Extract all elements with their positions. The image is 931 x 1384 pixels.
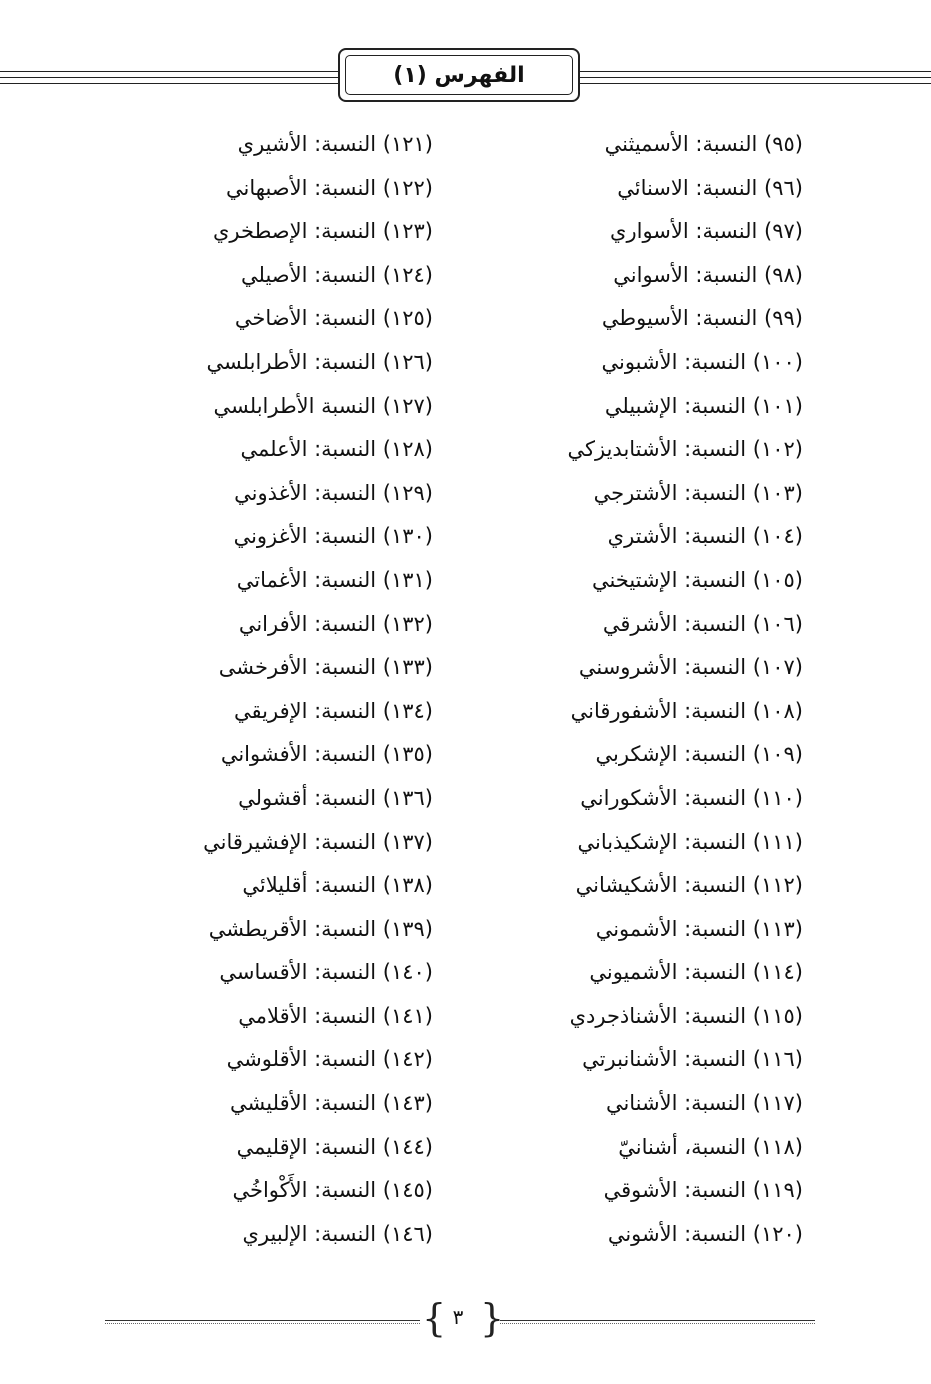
index-entry: (١٢٣) النسبة: الإصطخري	[212, 219, 433, 244]
index-entry: (١٢٨) النسبة: الأعلمي	[240, 437, 433, 462]
index-entry: (١٣٥) النسبة: الأفشواني	[220, 742, 433, 767]
index-entry: (١٢٩) النسبة: الأغذوني	[234, 480, 433, 505]
index-entry: (١٣٩) النسبة: الأقريطشي	[208, 916, 433, 941]
header-rule	[580, 77, 931, 78]
index-entry: (١٠١) النسبة: الإشبيلي	[604, 393, 803, 418]
index-entry: (١٣٦) النسبة: أقشولي	[238, 785, 433, 810]
index-entry: (٩٩) النسبة: الأسيوطي	[601, 306, 803, 331]
page-number-brace-close: }	[480, 1296, 505, 1340]
footer-rule	[500, 1320, 815, 1321]
index-entry: (١١٠) النسبة: الأشكوراني	[580, 785, 803, 810]
index-entry: (١٣٤) النسبة: الإفريقي	[234, 698, 433, 723]
index-entry: (١٣٢) النسبة: الأفراني	[238, 611, 433, 636]
index-entry: (١١٧) النسبة: الأشناني	[605, 1091, 803, 1116]
index-entry: (١٤٢) النسبة: الأقلوشي	[226, 1047, 433, 1072]
page-number-brace-open: {	[422, 1296, 447, 1340]
index-entry: (١٤٠) النسبة: الأقساسي	[219, 960, 433, 985]
header-rule	[0, 83, 342, 84]
footer-rule	[105, 1320, 420, 1321]
title-frame	[338, 48, 580, 102]
index-entry: (٩٧) النسبة: الأسواري	[610, 219, 803, 244]
index-entry: (١٢٢) النسبة: الأصبهاني	[226, 175, 433, 200]
index-entry: (١١٣) النسبة: الأشموني	[595, 916, 803, 941]
header-rule	[580, 83, 931, 84]
index-entry: (١١١) النسبة: الإشكيذباني	[577, 829, 803, 854]
index-entry: (١٢٦) النسبة: الأطرابلسي	[206, 349, 433, 374]
index-entry: (١٢١) النسبة: الأشيري	[237, 132, 433, 156]
page-title: الفهرس (١)	[345, 55, 573, 95]
index-entry: (١١٢) النسبة: الأشكيشاني	[575, 873, 803, 898]
index-entry: (١٠٢) النسبة: الأشتابديزكي	[567, 437, 803, 462]
index-entry: (١١٥) النسبة: الأشناذجردي	[569, 1003, 803, 1028]
index-entry: (١٢٥) النسبة: الأضاخي	[234, 306, 433, 331]
index-entry: (١٠٣) النسبة: الأشترجي	[593, 480, 803, 505]
index-column-right	[423, 123, 803, 1256]
index-column-left	[103, 123, 433, 1256]
index-entry: (١٣٠) النسبة: الأغزوني	[233, 524, 433, 549]
index-entry: (١٠٥) النسبة: الإشتيخني	[591, 567, 803, 592]
index-entry: (٩٨) النسبة: الأسواني	[613, 262, 803, 287]
index-entry: (١٣١) النسبة: الأغماتي	[236, 567, 433, 592]
index-entry: (١٤٣) النسبة: الأقليشي	[230, 1091, 433, 1116]
index-entry: (١١٤) النسبة: الأشميوني	[589, 960, 803, 985]
index-entry: (١٤٦) النسبة: الإلبيري	[242, 1221, 433, 1246]
index-entry: (١٢٠) النسبة: الأشوني	[607, 1221, 803, 1246]
index-entry: (١٠٨) النسبة: الأشفورقاني	[570, 698, 803, 723]
index-entry: (١١٨) النسبة، أشنانيّ	[618, 1134, 803, 1159]
index-entry: (٩٦) النسبة: الاسنائي	[617, 175, 803, 200]
index-entry: (١١٩) النسبة: الأشوقي	[603, 1178, 803, 1203]
index-entry: (١٠٧) النسبة: الأشروسني	[578, 655, 803, 680]
footer-rule	[500, 1323, 815, 1324]
index-entry: (١٠٦) النسبة: الأشرقي	[602, 611, 803, 636]
footer-rule	[105, 1323, 420, 1324]
header-rule	[0, 77, 342, 78]
header-rule	[0, 71, 342, 72]
index-entry: (١٤٤) النسبة: الإقليمي	[236, 1134, 433, 1159]
index-entry: (١٤١) النسبة: الأقلامي	[238, 1003, 433, 1028]
index-entry: (٩٥) النسبة: الأسميثني	[604, 132, 803, 156]
index-entry: (١٣٧) النسبة: الإفشيرقاني	[203, 829, 433, 854]
index-entry: (١٣٨) النسبة: أقليلائي	[242, 873, 433, 898]
header-rule	[580, 71, 931, 72]
index-entry: (١٢٧) النسبة الأطرابلسي	[213, 393, 433, 418]
page-number: ٣	[452, 1305, 464, 1329]
index-entry: (١٣٣) النسبة: الأفرخشى	[218, 655, 433, 680]
index-entry: (١٠٤) النسبة: الأشتري	[607, 524, 803, 549]
index-entry: (١٢٤) النسبة: الأصيلي	[241, 262, 433, 287]
index-entry: (١٤٥) النسبة: الأَكْواخُي	[232, 1178, 433, 1203]
index-entry: (١٠٠) النسبة: الأشبوني	[601, 349, 803, 374]
index-entry: (١٠٩) النسبة: الإشكربي	[595, 742, 803, 767]
index-entry: (١١٦) النسبة: الأشنانبرتي	[582, 1047, 803, 1072]
